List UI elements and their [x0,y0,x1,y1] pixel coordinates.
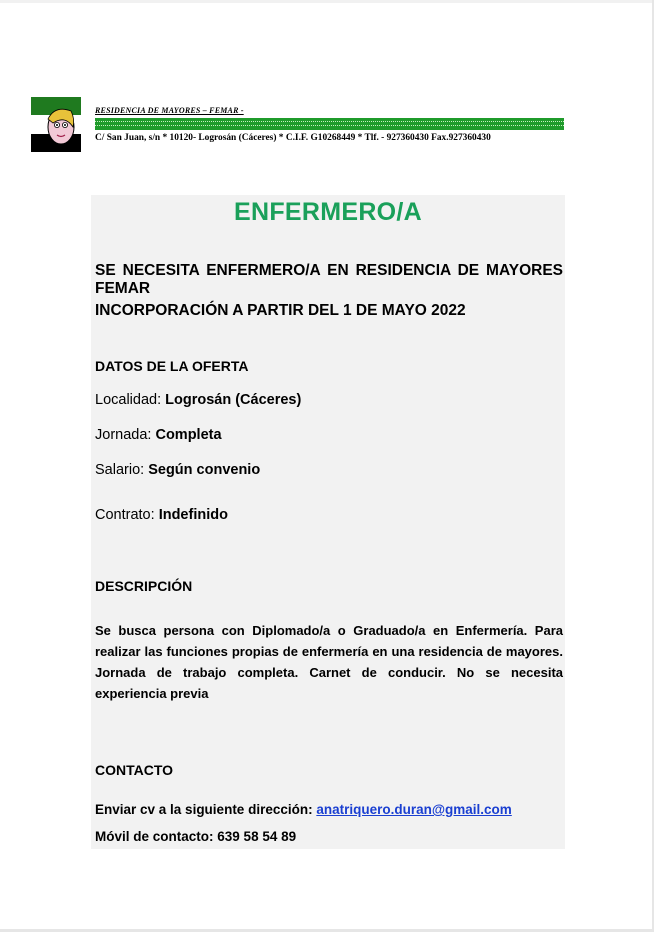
job-headline: SE NECESITA ENFERMERO/A EN RESIDENCIA DE MAYORES FEMAR [95,262,563,297]
field-label: Localidad: [95,392,162,408]
description-text: Se busca persona con Diplomado/a o Graduado/a en Enfermería. Para realizar las funciones propias de enfermería en una residencia de mayores. Jornada de trabajo completa. Carnet de conducir. No se necesita experiencia previa [95,623,563,701]
field-value: Según convenio [148,462,261,478]
field-contrato [95,507,228,523]
field-salario [95,462,260,478]
field-localidad [95,392,301,408]
phone-label: Móvil de contacto: [95,829,214,844]
contact-section-title: CONTACTO [95,762,174,778]
description-section-title: DESCRIPCIÓN [95,578,193,594]
offer-section-title: DATOS DE LA OFERTA [95,358,249,374]
field-label: Jornada: [95,427,152,443]
cv-label: Enviar cv a la siguiente dirección: [95,802,313,817]
organization-name: RESIDENCIA DE MAYORES – FEMAR - [95,106,244,115]
field-label: Salario: [95,462,145,478]
cv-contact-line [95,802,512,817]
job-title: ENFERMERO/A [233,198,423,226]
field-value: Logrosán (Cáceres) [165,392,302,408]
field-label: Contrato: [95,507,155,523]
email-link[interactable]: anatriquero.duran@gmail.com [316,802,512,817]
field-value: Indefinido [158,507,228,523]
field-jornada [95,427,222,443]
field-value: Completa [155,427,222,443]
organization-address: C/ San Juan, s/n * 10120- Logrosán (Cáceres) * C.I.F. G10268449 * Tlf. - 927360430 Fax.927360430 [95,133,491,143]
header-band [95,118,564,130]
phone-number: 639 58 54 89 [217,829,297,844]
phone-contact-line [95,829,296,844]
start-date-headline: INCORPORACIÓN A PARTIR DEL 1 DE MAYO 2022 [95,302,466,319]
residence-logo-icon [31,97,81,152]
